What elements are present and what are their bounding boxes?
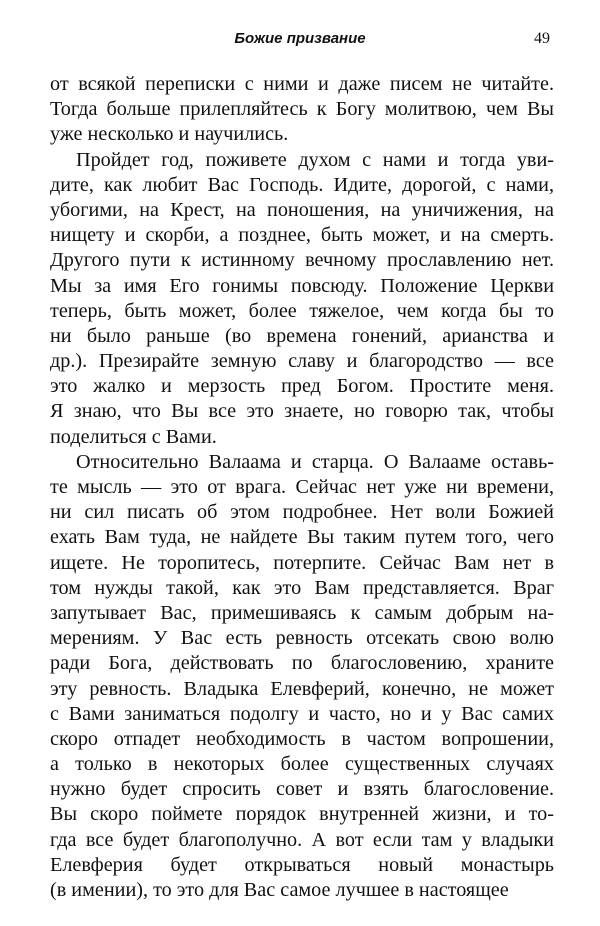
- text-line: убогими, на Крест, на поношения, на уничижения, на: [50, 198, 554, 221]
- text-line: (в имении), то это для Вас самое лучшее в настоящее: [50, 879, 509, 901]
- text-line: теперь, быть может, более тяжелое, чем когда бы то: [50, 299, 554, 322]
- text-line: Тогда больше прилепляйтесь к Богу молитвою, чем Вы: [50, 98, 554, 121]
- paragraph: [50, 450, 554, 903]
- text-line: Другого пути к истинному вечному прославлению нет.: [50, 249, 554, 272]
- text-line: Я знаю, что Вы все это знаете, но говорю так, чтобы: [50, 400, 554, 423]
- text-line: Мы за имя Его гонимы повсюду. Положение Церкви: [50, 274, 554, 297]
- text-line: ни сил писать об этом подробнее. Нет воли Божией: [50, 501, 554, 524]
- paragraph: [50, 72, 554, 148]
- text-line: а только в некоторых более существенных случаях: [50, 753, 554, 776]
- paragraph: [50, 148, 554, 450]
- text-line: дите, как любит Вас Господь. Идите, дорогой, с нами,: [50, 173, 554, 196]
- text-line: др.). Презирайте земную славу и благородство — все: [50, 350, 554, 373]
- text-line: от всякой переписки с ними и даже писем не читайте.: [50, 73, 554, 95]
- text-line: ехать Вам туда, не найдете Вы таким путем того, чего: [50, 526, 554, 549]
- text-line: эту ревность. Владыка Елевферий, конечно, не может: [50, 677, 554, 700]
- text-line: Пройдет год, поживете духом с нами и тогда уви-: [76, 148, 554, 171]
- text-line: уже несколько и научились.: [50, 123, 289, 146]
- text-line: скоро отпадет необходимость в частом вопрошении,: [50, 727, 554, 750]
- body-text: [50, 72, 554, 903]
- text-line: гда все будет благополучно. А вот если там у владыки: [50, 828, 554, 851]
- text-line: Вы скоро поймете порядок внутренней жизни, и то-: [50, 803, 554, 826]
- page-number: 49: [534, 30, 550, 47]
- running-title: Божие призвание: [234, 30, 366, 47]
- text-line: ищете. Не торопитесь, потерпите. Сейчас Вам нет в: [50, 551, 554, 574]
- text-line: мерениям. У Вас есть ревность отсекать свою волю: [50, 627, 554, 650]
- text-line: запутывает Вас, примешиваясь к самым добрым на-: [50, 601, 554, 624]
- text-line: с Вами заниматься подолгу и часто, но и у Вас самих: [50, 702, 554, 725]
- running-head: [50, 28, 550, 50]
- text-line: это жалко и мерзость пред Богом. Простите меня.: [50, 375, 554, 398]
- text-line: те мысль — это от врага. Сейчас нет уже ни времени,: [50, 476, 554, 498]
- text-line: Елевферия будет открываться новый монастырь: [50, 853, 554, 876]
- text-line: нужно будет спросить совет и взять благословение.: [50, 778, 554, 801]
- text-line: Относительно Валаама и старца. О Валааме оставь-: [76, 450, 554, 473]
- text-line: ради Бога, действовать по благословению, храните: [50, 652, 554, 675]
- text-line: нищету и скорби, а позднее, быть может, и на смерть.: [50, 224, 554, 247]
- text-line: ни было раньше (во времена гонений, арианства и: [50, 324, 554, 347]
- text-line: поделиться с Вами.: [50, 425, 217, 448]
- text-line: том нужды такой, как это Вам представляется. Враг: [50, 576, 554, 599]
